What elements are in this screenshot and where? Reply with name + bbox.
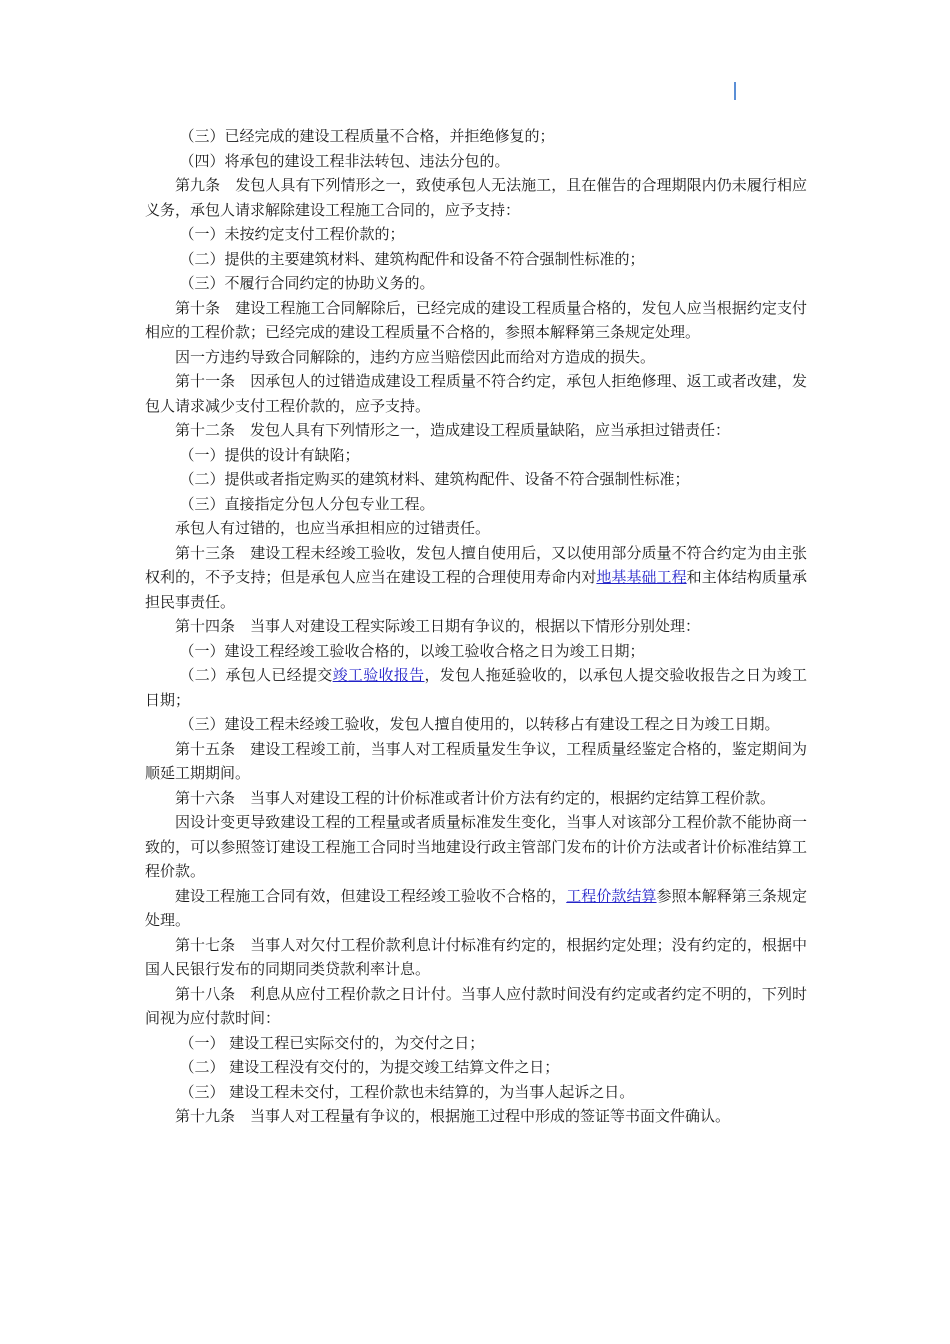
article-paragraph	[145, 786, 807, 811]
paragraph-text: 因一方违约导致合同解除的，违约方应当赔偿因此而给对方造成的损失。	[175, 347, 656, 366]
list-clause-paragraph	[145, 149, 807, 174]
paragraph-text: 第九条 发包人具有下列情形之一，致使承包人无法施工，且在催告的合理期限内仍未履行相应义务，承包人请求解除建设工程施工合同的，应予支持：	[145, 176, 807, 219]
hyperlink[interactable]: 竣工验收报告	[332, 666, 425, 684]
list-clause-paragraph	[145, 663, 807, 712]
paragraph-text: 建设工程施工合同有效，但建设工程经竣工验收不合格的，	[175, 886, 567, 905]
list-clause-paragraph	[145, 443, 807, 468]
paragraph-text: （一）未按约定支付工程价款的；	[179, 225, 405, 243]
article-paragraph	[145, 418, 807, 443]
paragraph-text: 第十六条 当事人对建设工程的计价标准或者计价方法有约定的，根据约定结算工程价款。	[175, 788, 776, 807]
article-paragraph	[145, 810, 807, 884]
article-paragraph	[145, 884, 807, 933]
article-paragraph	[145, 737, 807, 786]
text-cursor-mark	[734, 82, 736, 100]
list-clause-paragraph	[145, 124, 807, 149]
paragraph-text: 第十九条 当事人对工程量有争议的，根据施工过程中形成的签证等书面文件确认。	[175, 1107, 731, 1125]
list-clause-paragraph	[145, 639, 807, 664]
paragraph-text: 第十二条 发包人具有下列情形之一，造成建设工程质量缺陷，应当承担过错责任：	[175, 421, 731, 439]
list-clause-paragraph	[145, 467, 807, 492]
paragraph-text: （一）提供的设计有缺陷；	[179, 445, 360, 464]
article-paragraph	[145, 516, 807, 541]
list-clause-paragraph	[145, 271, 807, 296]
paragraph-text: （一）建设工程经竣工验收合格的，以竣工验收合格之日为竣工日期；	[179, 641, 645, 660]
article-paragraph	[145, 1104, 807, 1129]
paragraph-text: （二） 建设工程没有交付的，为提交竣工结算文件之日；	[179, 1058, 560, 1076]
article-paragraph	[145, 541, 807, 615]
paragraph-text: 第十五条 建设工程竣工前，当事人对工程质量发生争议，工程质量经鉴定合格的，鉴定期间为顺延工期期间。	[145, 739, 807, 782]
paragraph-text: 和主体结构质量承担民事责任。	[145, 568, 807, 611]
paragraph-text: 参照本解释第三条规定处理。	[145, 886, 807, 929]
article-paragraph	[145, 173, 807, 222]
article-paragraph	[145, 296, 807, 345]
paragraph-text: 第十八条 利息从应付工程价款之日计付。当事人应付款时间没有约定或者约定不明的，下列时间视为应付款时间：	[145, 984, 807, 1027]
paragraph-text: 第十七条 当事人对欠付工程价款利息计付标准有约定的，根据约定处理；没有约定的，根据中国人民银行发布的同期同类贷款利率计息。	[145, 935, 807, 978]
list-clause-paragraph	[145, 222, 807, 247]
list-clause-paragraph	[145, 247, 807, 272]
paragraph-text: （三）直接指定分包人分包专业工程。	[179, 494, 435, 513]
paragraph-text: 第十条 建设工程施工合同解除后，已经完成的建设工程质量合格的，发包人应当根据约定支付相应的工程价款；已经完成的建设工程质量不合格的，参照本解释第三条规定处理。	[145, 298, 807, 341]
paragraph-text: （二）提供的主要建筑材料、建筑构配件和设备不符合强制性标准的；	[179, 249, 645, 268]
paragraph-text: ，发包人拖延验收的，以承包人提交验收报告之日为竣工日期；	[145, 666, 807, 709]
paragraph-text: 因设计变更导致建设工程的工程量或者质量标准发生变化，当事人对该部分工程价款不能协商一致的，可以参照签订建设工程施工合同时当地建设行政主管部门发布的计价方法或者计价标准结算工程价款。	[145, 813, 807, 880]
paragraph-text: （三） 建设工程未交付，工程价款也未结算的，为当事人起诉之日。	[179, 1082, 635, 1101]
paragraph-text: （二）提供或者指定购买的建筑材料、建筑构配件、设备不符合强制性标准；	[179, 470, 690, 488]
paragraph-text: 第十三条 建设工程未经竣工验收，发包人擅自使用后，又以使用部分质量不符合约定为由主张权利的，不予支持；但是承包人应当在建设工程的合理使用寿命内对	[145, 543, 807, 586]
paragraph-text: （二）承包人已经提交	[179, 666, 333, 684]
paragraph-text: 承包人有过错的，也应当承担相应的过错责任。	[175, 519, 491, 537]
list-clause-paragraph	[145, 712, 807, 737]
hyperlink[interactable]: 工程价款结算	[566, 886, 657, 905]
article-paragraph	[145, 982, 807, 1031]
article-paragraph	[145, 345, 807, 370]
article-paragraph	[145, 614, 807, 639]
list-clause-paragraph	[145, 1055, 807, 1080]
paragraph-text: （三）已经完成的建设工程质量不合格，并拒绝修复的；	[179, 127, 555, 145]
hyperlink[interactable]: 地基基础工程	[596, 568, 687, 586]
list-clause-paragraph	[145, 1080, 807, 1105]
list-clause-paragraph	[145, 492, 807, 517]
paragraph-text: 第十四条 当事人对建设工程实际竣工日期有争议的，根据以下情形分别处理：	[175, 617, 701, 635]
list-clause-paragraph	[145, 1031, 807, 1056]
paragraph-text: （四）将承包的建设工程非法转包、违法分包的。	[179, 151, 510, 170]
paragraph-text: （三）不履行合同约定的协助义务的。	[179, 274, 435, 292]
document-body	[145, 124, 807, 1129]
paragraph-text: （一） 建设工程已实际交付的，为交付之日；	[179, 1033, 485, 1052]
paragraph-text: （三）建设工程未经竣工验收，发包人擅自使用的，以转移占有建设工程之日为竣工日期。	[179, 715, 780, 733]
article-paragraph	[145, 369, 807, 418]
paragraph-text: 第十一条 因承包人的过错造成建设工程质量不符合约定，承包人拒绝修理、返工或者改建，发包人请求减少支付工程价款的，应予支持。	[145, 372, 807, 415]
article-paragraph	[145, 933, 807, 982]
